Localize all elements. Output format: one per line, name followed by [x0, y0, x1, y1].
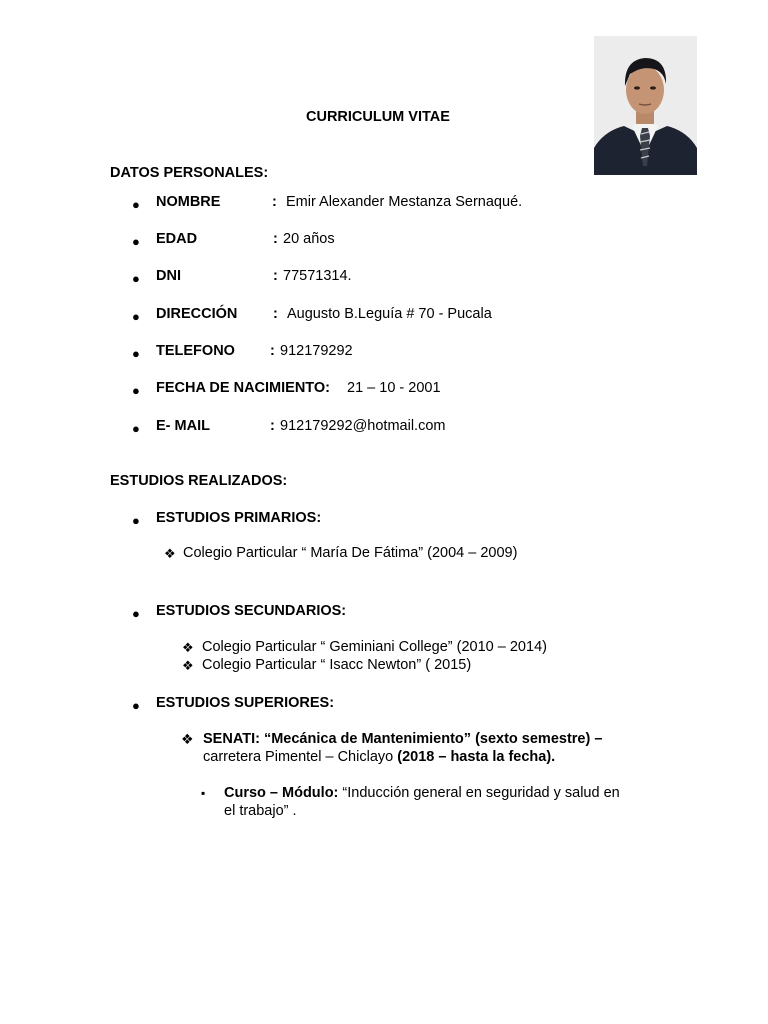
section-heading-studies: ESTUDIOS REALIZADOS: [110, 473, 288, 489]
field-label-age: EDAD [156, 231, 198, 247]
bullet-icon: ● [132, 346, 140, 361]
field-value-phone: 912179292 [280, 343, 353, 359]
diamond-bullet-icon: ❖ [182, 640, 194, 655]
course-line-2: el trabajo” . [224, 803, 297, 819]
diamond-bullet-icon: ❖ [181, 731, 194, 747]
field-colon: : [272, 194, 277, 210]
primary-school-item: Colegio Particular “ María De Fátima” (2004 – 2009) [183, 545, 518, 561]
field-label-address: DIRECCIÓN [156, 306, 238, 322]
field-value-age: 20 años [283, 231, 335, 247]
field-value-address: Augusto B.Leguía # 70 - Pucala [287, 306, 492, 322]
field-label-name: NOMBRE [156, 194, 221, 210]
bullet-icon: ● [132, 421, 140, 436]
field-colon: : [273, 268, 278, 284]
course-line-1 [224, 785, 620, 801]
profile-photo [594, 36, 697, 175]
bullet-icon: ● [132, 271, 140, 286]
page-title: CURRICULUM VITAE [306, 109, 450, 125]
senati-label: SENATI: [203, 731, 260, 747]
course-label: Curso – Módulo: [224, 785, 339, 801]
field-value-email: 912179292@hotmail.com [280, 418, 446, 434]
senati-career: “Mecánica de Mantenimiento” (sexto semestre) – [263, 731, 603, 747]
subsection-heading-secondary: ESTUDIOS SECUNDARIOS: [156, 603, 347, 619]
bullet-icon: ● [132, 698, 140, 713]
field-value-name: Emir Alexander Mestanza Sernaqué. [286, 194, 523, 210]
section-heading-personal: DATOS PERSONALES: [110, 165, 269, 181]
secondary-school-item: Colegio Particular “ Isacc Newton” ( 2015) [202, 657, 472, 673]
bullet-icon: ● [132, 197, 140, 212]
subsection-heading-superior: ESTUDIOS SUPERIORES: [156, 695, 335, 711]
bullet-icon: ● [132, 606, 140, 621]
diamond-bullet-icon: ❖ [164, 546, 176, 561]
field-colon: : [273, 306, 278, 322]
square-bullet-icon: ▪ [201, 786, 206, 800]
diamond-bullet-icon: ❖ [182, 658, 194, 673]
bullet-icon: ● [132, 234, 140, 249]
field-colon: : [270, 418, 275, 434]
field-label-email: E- MAIL [156, 418, 210, 434]
field-label-dni: DNI [156, 268, 181, 284]
senati-period: (2018 – hasta la fecha). [397, 749, 556, 765]
field-label-birthdate: FECHA DE NACIMIENTO: [156, 380, 330, 396]
field-colon: : [273, 231, 278, 247]
bullet-icon: ● [132, 513, 140, 528]
senati-line-1 [203, 731, 602, 747]
field-value-birthdate: 21 – 10 - 2001 [347, 380, 441, 396]
field-colon: : [270, 343, 275, 359]
secondary-school-item: Colegio Particular “ Geminiani College” (2010 – 2014) [202, 639, 547, 655]
senati-line-2 [203, 749, 555, 765]
field-value-dni: 77571314. [283, 268, 352, 284]
senati-place: carretera Pimentel – Chiclayo [203, 749, 394, 765]
field-label-phone: TELEFONO [156, 343, 235, 359]
subsection-heading-primary: ESTUDIOS PRIMARIOS: [156, 510, 322, 526]
course-title-part-1: “Inducción general en seguridad y salud en [342, 785, 620, 801]
bullet-icon: ● [132, 383, 140, 398]
bullet-icon: ● [132, 309, 140, 324]
